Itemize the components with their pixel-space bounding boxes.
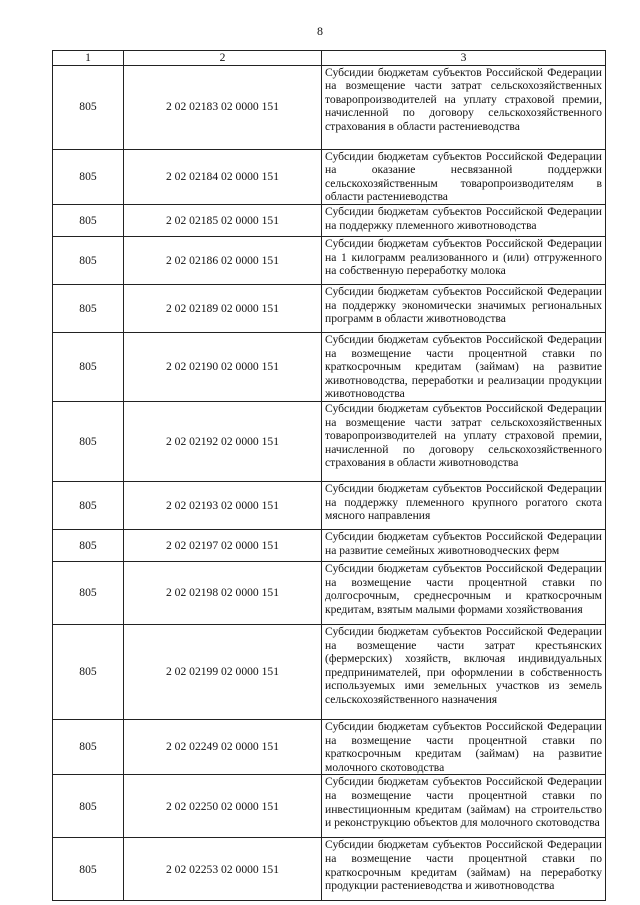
budget-code-cell: 2 02 02253 02 0000 151 <box>124 838 322 901</box>
description-cell: Субсидии бюджетам субъектов Российской Федерации на возмещение части затрат сельскохозяйственных товаропроизводителей на уплату страховой премии, начисленной по договору сельскохозяйственного страхования в области растениеводства <box>322 65 606 149</box>
table-row <box>53 236 606 284</box>
budget-code-cell: 2 02 02184 02 0000 151 <box>124 149 322 204</box>
table-row <box>53 332 606 401</box>
admin-code-cell: 805 <box>53 775 124 838</box>
column-header: 2 <box>124 51 322 66</box>
budget-code-cell: 2 02 02190 02 0000 151 <box>124 332 322 401</box>
admin-code-cell: 805 <box>53 204 124 236</box>
description-cell: Субсидии бюджетам субъектов Российской Федерации на развитие семейных животноводческих ферм <box>322 529 606 561</box>
table-row <box>53 481 606 529</box>
table-row <box>53 284 606 332</box>
description-cell: Субсидии бюджетам субъектов Российской Федерации на оказание несвязанной поддержки сельскохозяйственным товаропроизводителям в области растениеводства <box>322 149 606 204</box>
column-header: 3 <box>322 51 606 66</box>
admin-code-cell: 805 <box>53 529 124 561</box>
description-cell: Субсидии бюджетам субъектов Российской Федерации на возмещение части процентной ставки по краткосрочным кредитам (займам) на развитие животноводства, переработки и реализации продукции животноводства <box>322 332 606 401</box>
table-row <box>53 775 606 838</box>
budget-code-cell: 2 02 02193 02 0000 151 <box>124 481 322 529</box>
table-row <box>53 204 606 236</box>
table-row <box>53 838 606 901</box>
admin-code-cell: 805 <box>53 624 124 719</box>
budget-code-cell: 2 02 02185 02 0000 151 <box>124 204 322 236</box>
budget-classification-table <box>52 50 606 901</box>
admin-code-cell: 805 <box>53 236 124 284</box>
description-cell: Субсидии бюджетам субъектов Российской Федерации на поддержку племенного животноводства <box>322 204 606 236</box>
budget-code-cell: 2 02 02183 02 0000 151 <box>124 65 322 149</box>
budget-code-cell: 2 02 02250 02 0000 151 <box>124 775 322 838</box>
table-row <box>53 65 606 149</box>
table-row <box>53 624 606 719</box>
budget-code-cell: 2 02 02189 02 0000 151 <box>124 284 322 332</box>
description-cell: Субсидии бюджетам субъектов Российской Федерации на возмещение части процентной ставки по краткосрочным кредитам (займам) на развитие молочного скотоводства <box>322 719 606 774</box>
description-cell: Субсидии бюджетам субъектов Российской Федерации на возмещение части затрат сельскохозяйственных товаропроизводителей на уплату страховой премии, начисленной по договору сельскохозяйственного страхования в области животноводства <box>322 401 606 481</box>
table-row <box>53 149 606 204</box>
budget-code-cell: 2 02 02192 02 0000 151 <box>124 401 322 481</box>
admin-code-cell: 805 <box>53 65 124 149</box>
admin-code-cell: 805 <box>53 481 124 529</box>
description-cell: Субсидии бюджетам субъектов Российской Федерации на поддержку племенного крупного рогатого скота мясного направления <box>322 481 606 529</box>
description-cell: Субсидии бюджетам субъектов Российской Федерации на 1 килограмм реализованного и (или) отгруженного на собственную переработку молока <box>322 236 606 284</box>
budget-code-cell: 2 02 02249 02 0000 151 <box>124 719 322 774</box>
budget-code-cell: 2 02 02199 02 0000 151 <box>124 624 322 719</box>
table-header-row <box>53 51 606 66</box>
admin-code-cell: 805 <box>53 561 124 624</box>
page-number: 8 <box>317 24 323 38</box>
table-row <box>53 401 606 481</box>
description-cell: Субсидии бюджетам субъектов Российской Федерации на возмещение части процентной ставки по краткосрочным кредитам (займам) на переработку продукции растениеводства и животноводства <box>322 838 606 901</box>
table-row <box>53 529 606 561</box>
budget-code-cell: 2 02 02198 02 0000 151 <box>124 561 322 624</box>
admin-code-cell: 805 <box>53 719 124 774</box>
budget-code-cell: 2 02 02186 02 0000 151 <box>124 236 322 284</box>
table-row <box>53 561 606 624</box>
admin-code-cell: 805 <box>53 401 124 481</box>
column-header: 1 <box>53 51 124 66</box>
description-cell: Субсидии бюджетам субъектов Российской Федерации на возмещение части процентной ставки по инвестиционным кредитам (займам) на строительство и реконструкцию объектов для молочного скотоводства <box>322 775 606 838</box>
budget-code-cell: 2 02 02197 02 0000 151 <box>124 529 322 561</box>
admin-code-cell: 805 <box>53 149 124 204</box>
description-cell: Субсидии бюджетам субъектов Российской Федерации на возмещение части процентной ставки по долгосрочным, среднесрочным и краткосрочным кредитам, взятым малыми формами хозяйствования <box>322 561 606 624</box>
description-cell: Субсидии бюджетам субъектов Российской Федерации на поддержку экономически значимых региональных программ в области животноводства <box>322 284 606 332</box>
description-cell: Субсидии бюджетам субъектов Российской Федерации на возмещение части затрат крестьянских (фермерских) хозяйств, включая индивидуальных предпринимателей, при оформлении в собственность используемых ими земельных участков из земель сельскохозяйственного назначения <box>322 624 606 719</box>
table-row <box>53 719 606 774</box>
admin-code-cell: 805 <box>53 838 124 901</box>
admin-code-cell: 805 <box>53 284 124 332</box>
admin-code-cell: 805 <box>53 332 124 401</box>
